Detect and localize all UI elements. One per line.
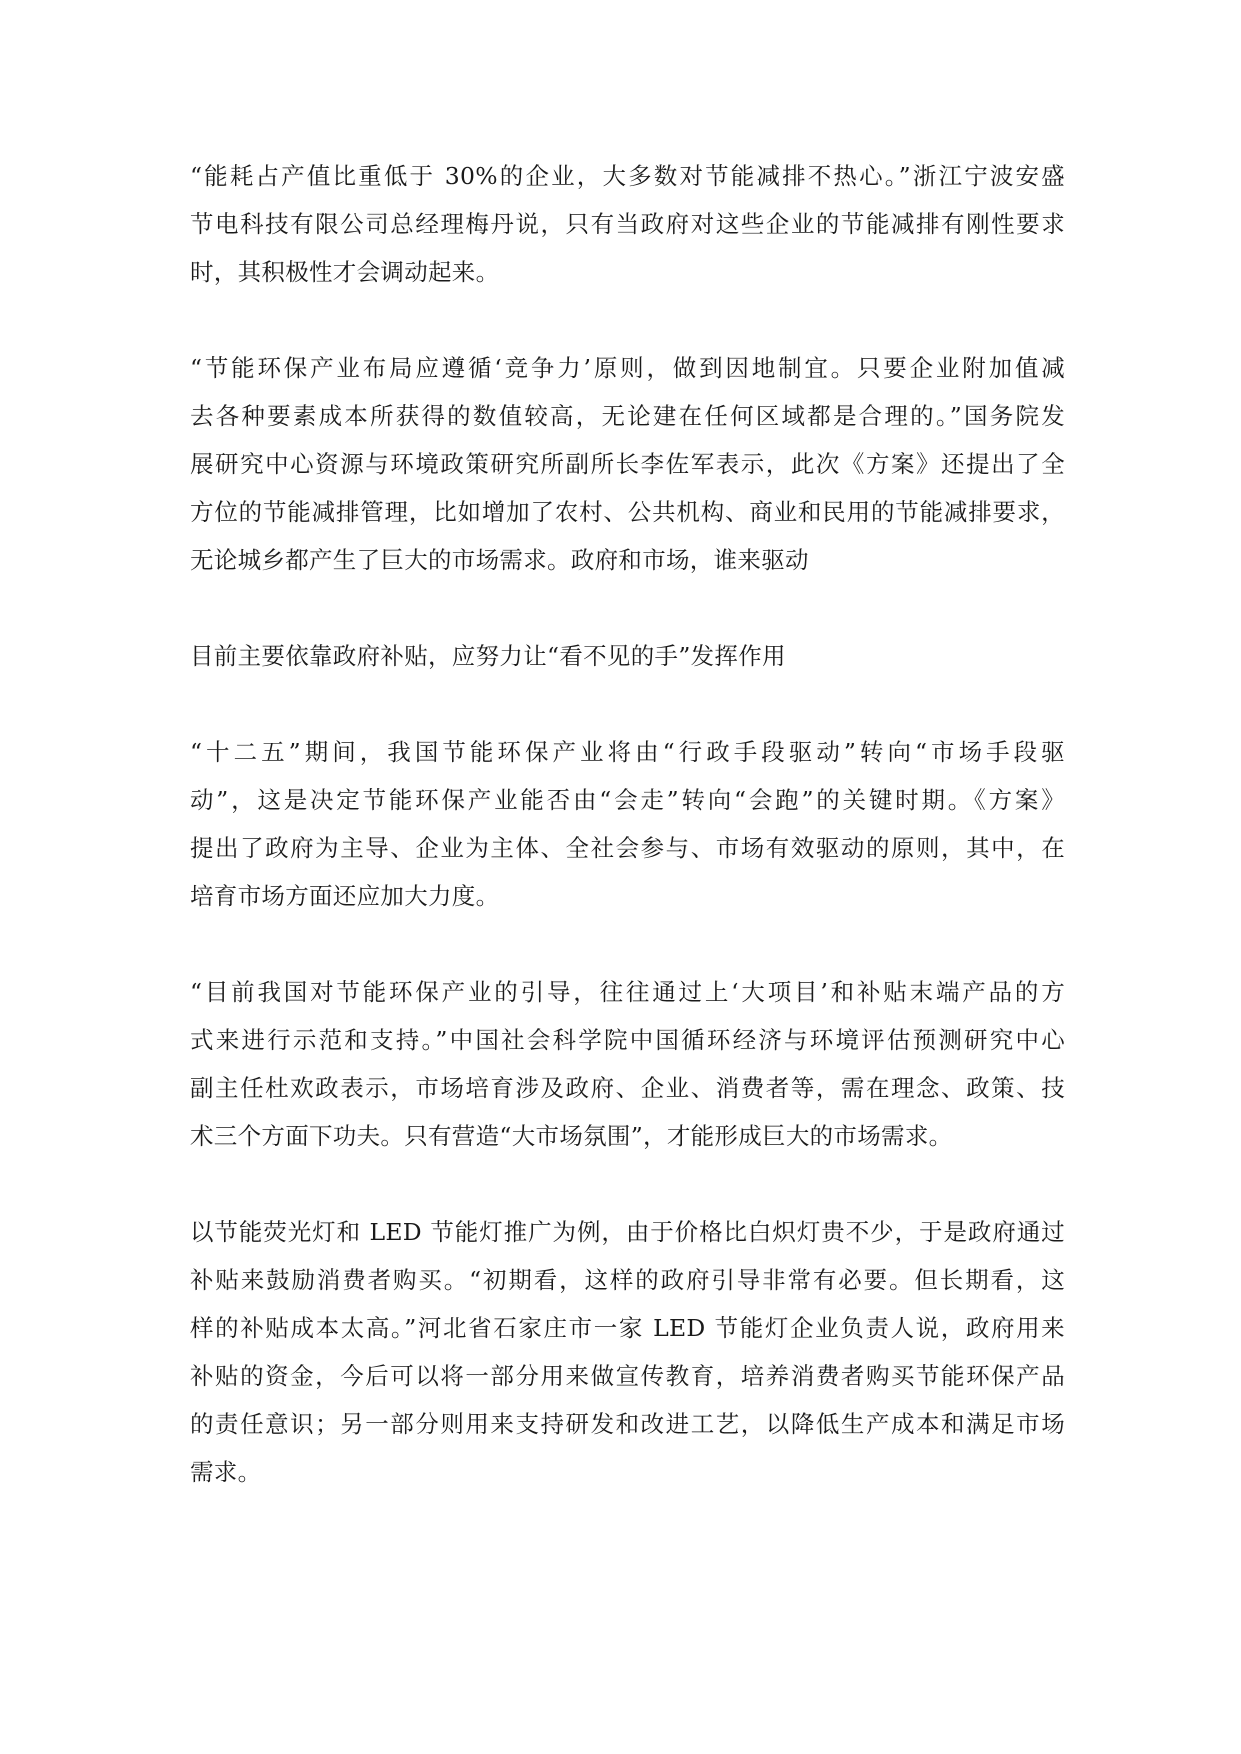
text-line: 节电科技有限公司总经理梅丹说，只有当政府对这些企业的节能减排有刚性要求 (190, 210, 1065, 238)
text-line: 补贴来鼓励消费者购买。“初期看，这样的政府引导非常有必要。但长期看，这 (190, 1266, 1065, 1294)
text-line: 需求。 (190, 1458, 262, 1486)
text-line: 提出了政府为主导、企业为主体、全社会参与、市场有效驱动的原则，其中，在 (190, 834, 1065, 862)
paragraph-led-subsidy (190, 1208, 1065, 1496)
text-line: “十二五”期间，我国节能环保产业将由“行政手段驱动”转向“市场手段驱 (190, 738, 1065, 766)
text-line: 的责任意识；另一部分则用来支持研发和改进工艺，以降低生产成本和满足市场 (190, 1410, 1065, 1438)
text-line: 方位的节能减排管理，比如增加了农村、公共机构、商业和民用的节能减排要求， (190, 498, 1065, 526)
text-line: 样的补贴成本太高。”河北省石家庄市一家 LED 节能灯企业负责人说，政府用来 (190, 1314, 1065, 1342)
text-line: “节能环保产业布局应遵循‘竞争力’原则，做到因地制宜。只要企业附加值减 (190, 354, 1065, 382)
text-line: “目前我国对节能环保产业的引导，往往通过上‘大项目’和补贴末端产品的方 (190, 978, 1065, 1006)
text-line: 补贴的资金，今后可以将一部分用来做宣传教育，培养消费者购买节能环保产品 (190, 1362, 1065, 1390)
text-line: 动”，这是决定节能环保产业能否由“会走”转向“会跑”的关键时期。《方案》 (190, 786, 1065, 814)
paragraph-industry-layout (190, 344, 1065, 584)
text-line: “能耗占产值比重低于 30%的企业，大多数对节能减排不热心。”浙江宁波安盛 (190, 162, 1065, 190)
text-line: 术三个方面下功夫。只有营造“大市场氛围”，才能形成巨大的市场需求。 (190, 1122, 953, 1150)
text-line: 无论城乡都产生了巨大的市场需求。政府和市场，谁来驱动 (190, 546, 809, 574)
text-line: 培育市场方面还应加大力度。 (190, 882, 500, 910)
text-line: 展研究中心资源与环境政策研究所副所长李佐军表示，此次《方案》还提出了全 (190, 450, 1065, 478)
text-line: 时，其积极性才会调动起来。 (190, 258, 500, 286)
text-line: 目前主要依靠政府补贴，应努力让“看不见的手”发挥作用 (190, 642, 786, 670)
text-line: 去各种要素成本所获得的数值较高，无论建在任何区域都是合理的。”国务院发 (190, 402, 1065, 430)
article-body (190, 152, 1065, 1544)
text-line: 以节能荧光灯和 LED 节能灯推广为例，由于价格比白炽灯贵不少，于是政府通过 (190, 1218, 1065, 1246)
paragraph-twelfth-five-year (190, 728, 1065, 920)
paragraph-market-guidance (190, 968, 1065, 1160)
paragraph-energy-ratio (190, 152, 1065, 296)
text-line: 副主任杜欢政表示，市场培育涉及政府、企业、消费者等，需在理念、政策、技 (190, 1074, 1065, 1102)
text-line: 式来进行示范和支持。”中国社会科学院中国循环经济与环境评估预测研究中心 (190, 1026, 1065, 1054)
section-subheading (190, 632, 1065, 680)
